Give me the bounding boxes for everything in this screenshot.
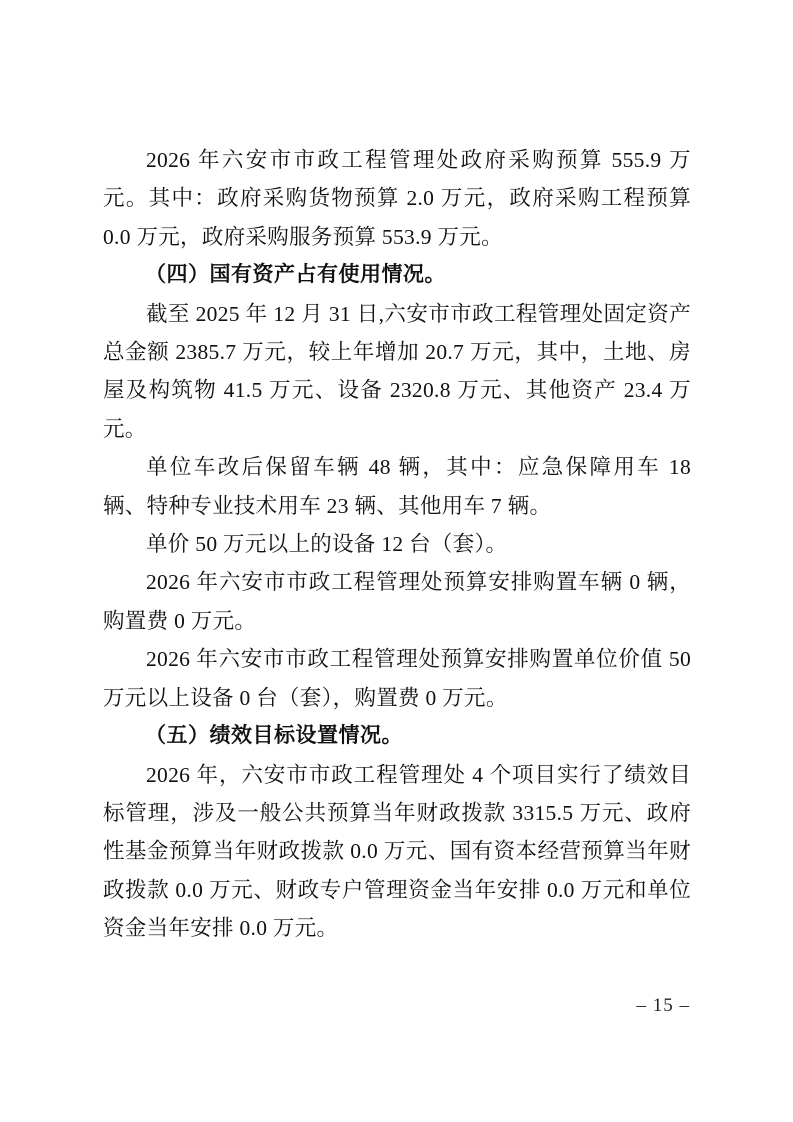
paragraph-equipment-over-500k: 单价 50 万元以上的设备 12 台（套）。 [146, 532, 508, 557]
paragraph-planned-equipment-purchase: 2026 年六安市市政工程管理处预算安排购置单位价值 50 万元以上设备 0 台（套），购置费 0 万元。 [103, 647, 691, 710]
page-number: – 15 – [636, 995, 690, 1016]
heading-section-4-state-assets: （四）国有资产占有使用情况。 [145, 263, 446, 287]
paragraph-performance-target-management: 2026 年，六安市市政工程管理处 4 个项目实行了绩效目标管理，涉及一般公共预算当年财政拨款 3315.5 万元、政府性基金预算当年财政拨款 0.0 万元、国有资本经营预算当年财政拨款 0.0 万元、财政专户管理资金当年安排 0.0 万元和单位资金当年安排 0.0 万元。 [103, 762, 691, 941]
paragraph-fixed-assets-total: 截至 2025 年 12 月 31 日,六安市市政工程管理处固定资产总金额 2385.7 万元，较上年增加 20.7 万元，其中，土地、房屋及构筑物 41.5 万元、设备 2320.8 万元、其他资产 23.4 万元。 [103, 301, 691, 441]
document-body [103, 141, 691, 948]
paragraph-planned-vehicle-purchase: 2026 年六安市市政工程管理处预算安排购置车辆 0 辆，购置费 0 万元。 [103, 570, 691, 633]
paragraph-government-procurement-budget: 2026 年六安市市政工程管理处政府采购预算 555.9 万元。其中：政府采购货物预算 2.0 万元，政府采购工程预算 0.0 万元，政府采购服务预算 553.9 万元。 [103, 148, 691, 249]
paragraph-retained-vehicles: 单位车改后保留车辆 48 辆，其中：应急保障用车 18 辆、特种专业技术用车 23 辆、其他用车 7 辆。 [103, 455, 691, 518]
heading-section-5-performance-targets: （五）绩效目标设置情况。 [145, 724, 403, 748]
